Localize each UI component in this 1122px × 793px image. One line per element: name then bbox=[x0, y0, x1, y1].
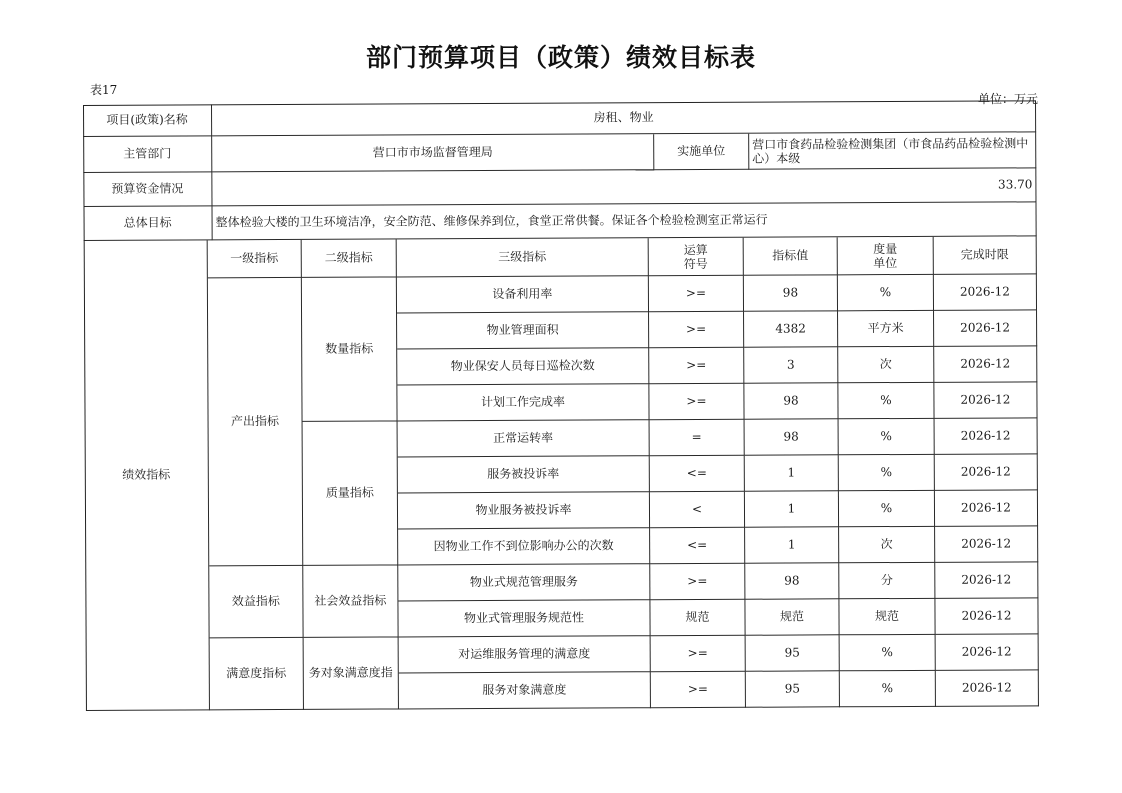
indicator-name: 物业式管理服务规范性 bbox=[398, 600, 650, 637]
deadline: 2026-12 bbox=[935, 598, 1038, 635]
deadline: 2026-12 bbox=[934, 310, 1037, 347]
deadline: 2026-12 bbox=[934, 274, 1037, 311]
deadline: 2026-12 bbox=[935, 418, 1038, 455]
target-value: 1 bbox=[745, 455, 839, 491]
deadline: 2026-12 bbox=[934, 346, 1037, 383]
table-number: 表17 bbox=[90, 83, 118, 97]
indicator-name: 正常运转率 bbox=[398, 420, 650, 457]
target-value: 4382 bbox=[744, 311, 838, 347]
deadline: 2026-12 bbox=[934, 382, 1037, 419]
deadline: 2026-12 bbox=[935, 454, 1038, 491]
operator: >= bbox=[651, 672, 746, 708]
column-header: 指标值 bbox=[744, 237, 838, 275]
target-value: 95 bbox=[746, 671, 840, 707]
indicator-name: 因物业工作不到位影响办公的次数 bbox=[398, 528, 650, 565]
deadline: 2026-12 bbox=[935, 526, 1038, 563]
column-header: 一级指标 bbox=[208, 240, 302, 278]
indicator-name: 服务对象满意度 bbox=[399, 672, 651, 709]
level2-service-satisfaction: 务对象满意度指 bbox=[304, 637, 399, 709]
deadline: 2026-12 bbox=[935, 562, 1038, 599]
column-header: 完成时限 bbox=[934, 236, 1037, 275]
operator: <= bbox=[650, 456, 745, 492]
performance-target-table bbox=[83, 100, 1039, 711]
operator: >= bbox=[649, 348, 744, 384]
operator: >= bbox=[649, 312, 744, 348]
operator: >= bbox=[649, 384, 744, 420]
impl-unit-label: 实施单位 bbox=[654, 134, 749, 170]
level1-benefit: 效益指标 bbox=[209, 566, 303, 638]
operator: = bbox=[650, 420, 745, 456]
target-value: 规范 bbox=[745, 599, 839, 635]
indicator-name: 物业保安人员每日巡检次数 bbox=[397, 348, 649, 385]
deadline: 2026-12 bbox=[935, 490, 1038, 527]
column-header: 三级指标 bbox=[397, 238, 649, 277]
unit-label: 单位：万元 bbox=[977, 92, 1038, 106]
target-value: 1 bbox=[745, 491, 839, 527]
page-title: 部门预算项目（政策）绩效目标表 bbox=[365, 43, 756, 72]
level1-satisfaction: 满意度指标 bbox=[210, 638, 304, 710]
operator: >= bbox=[650, 564, 745, 600]
target-value: 3 bbox=[744, 347, 838, 383]
deadline: 2026-12 bbox=[936, 634, 1039, 671]
dept-value: 营口市市场监督管理局 bbox=[212, 134, 654, 172]
dept-label: 主管部门 bbox=[83, 136, 212, 173]
operator: >= bbox=[649, 276, 744, 312]
measure-unit: % bbox=[839, 491, 935, 527]
measure-unit: 平方米 bbox=[838, 311, 934, 347]
overall-goal-label: 总体目标 bbox=[83, 206, 212, 241]
target-value: 98 bbox=[744, 275, 838, 311]
indicator-name: 物业服务被投诉率 bbox=[398, 492, 650, 529]
indicator-name: 计划工作完成率 bbox=[397, 384, 649, 421]
operator: < bbox=[650, 492, 745, 528]
target-value: 95 bbox=[746, 635, 840, 671]
level2-quantity: 数量指标 bbox=[302, 277, 398, 421]
measure-unit: % bbox=[838, 275, 934, 311]
column-header: 运算符号 bbox=[649, 238, 744, 276]
measure-unit: 次 bbox=[839, 527, 935, 563]
target-value: 1 bbox=[745, 527, 839, 563]
perf-indicator-label: 绩效指标 bbox=[84, 240, 210, 711]
overall-goal-value: 整体检验大楼的卫生环境洁净，安全防范、维修保养到位，食堂正常供餐。保证各个检验检测室正常运行 bbox=[212, 202, 1036, 240]
operator: 规范 bbox=[650, 600, 745, 636]
fund-value: 33.70 bbox=[212, 168, 1036, 206]
indicator-name: 服务被投诉率 bbox=[398, 456, 650, 493]
fund-label: 预算资金情况 bbox=[83, 172, 212, 207]
level2-quality: 质量指标 bbox=[303, 421, 399, 565]
target-value: 98 bbox=[744, 383, 838, 419]
deadline: 2026-12 bbox=[936, 670, 1039, 707]
indicator-name: 对运维服务管理的满意度 bbox=[399, 636, 651, 673]
measure-unit: 次 bbox=[838, 347, 934, 383]
operator: >= bbox=[651, 636, 746, 672]
indicator-name: 设备利用率 bbox=[397, 276, 649, 313]
level2-social-benefit: 社会效益指标 bbox=[303, 565, 398, 637]
measure-unit: 分 bbox=[839, 563, 935, 599]
measure-unit: 规范 bbox=[839, 599, 935, 635]
project-name-value: 房租、物业 bbox=[212, 100, 1036, 136]
measure-unit: % bbox=[839, 419, 935, 455]
target-value: 98 bbox=[745, 419, 839, 455]
measure-unit: % bbox=[838, 383, 934, 419]
indicator-name: 物业管理面积 bbox=[397, 312, 649, 349]
level1-output: 产出指标 bbox=[208, 278, 303, 566]
measure-unit: % bbox=[840, 635, 936, 671]
column-header: 二级指标 bbox=[302, 239, 397, 277]
operator: <= bbox=[650, 528, 745, 564]
project-name-label: 项目(政策)名称 bbox=[83, 104, 212, 137]
indicator-name: 物业式规范管理服务 bbox=[398, 564, 650, 601]
measure-unit: % bbox=[840, 671, 936, 707]
measure-unit: % bbox=[839, 455, 935, 491]
impl-unit-value: 营口市食药品检验检测集团（市食品药品检验检测中心）本级 bbox=[749, 132, 1036, 169]
target-value: 98 bbox=[745, 563, 839, 599]
column-header: 度量单位 bbox=[838, 237, 934, 275]
